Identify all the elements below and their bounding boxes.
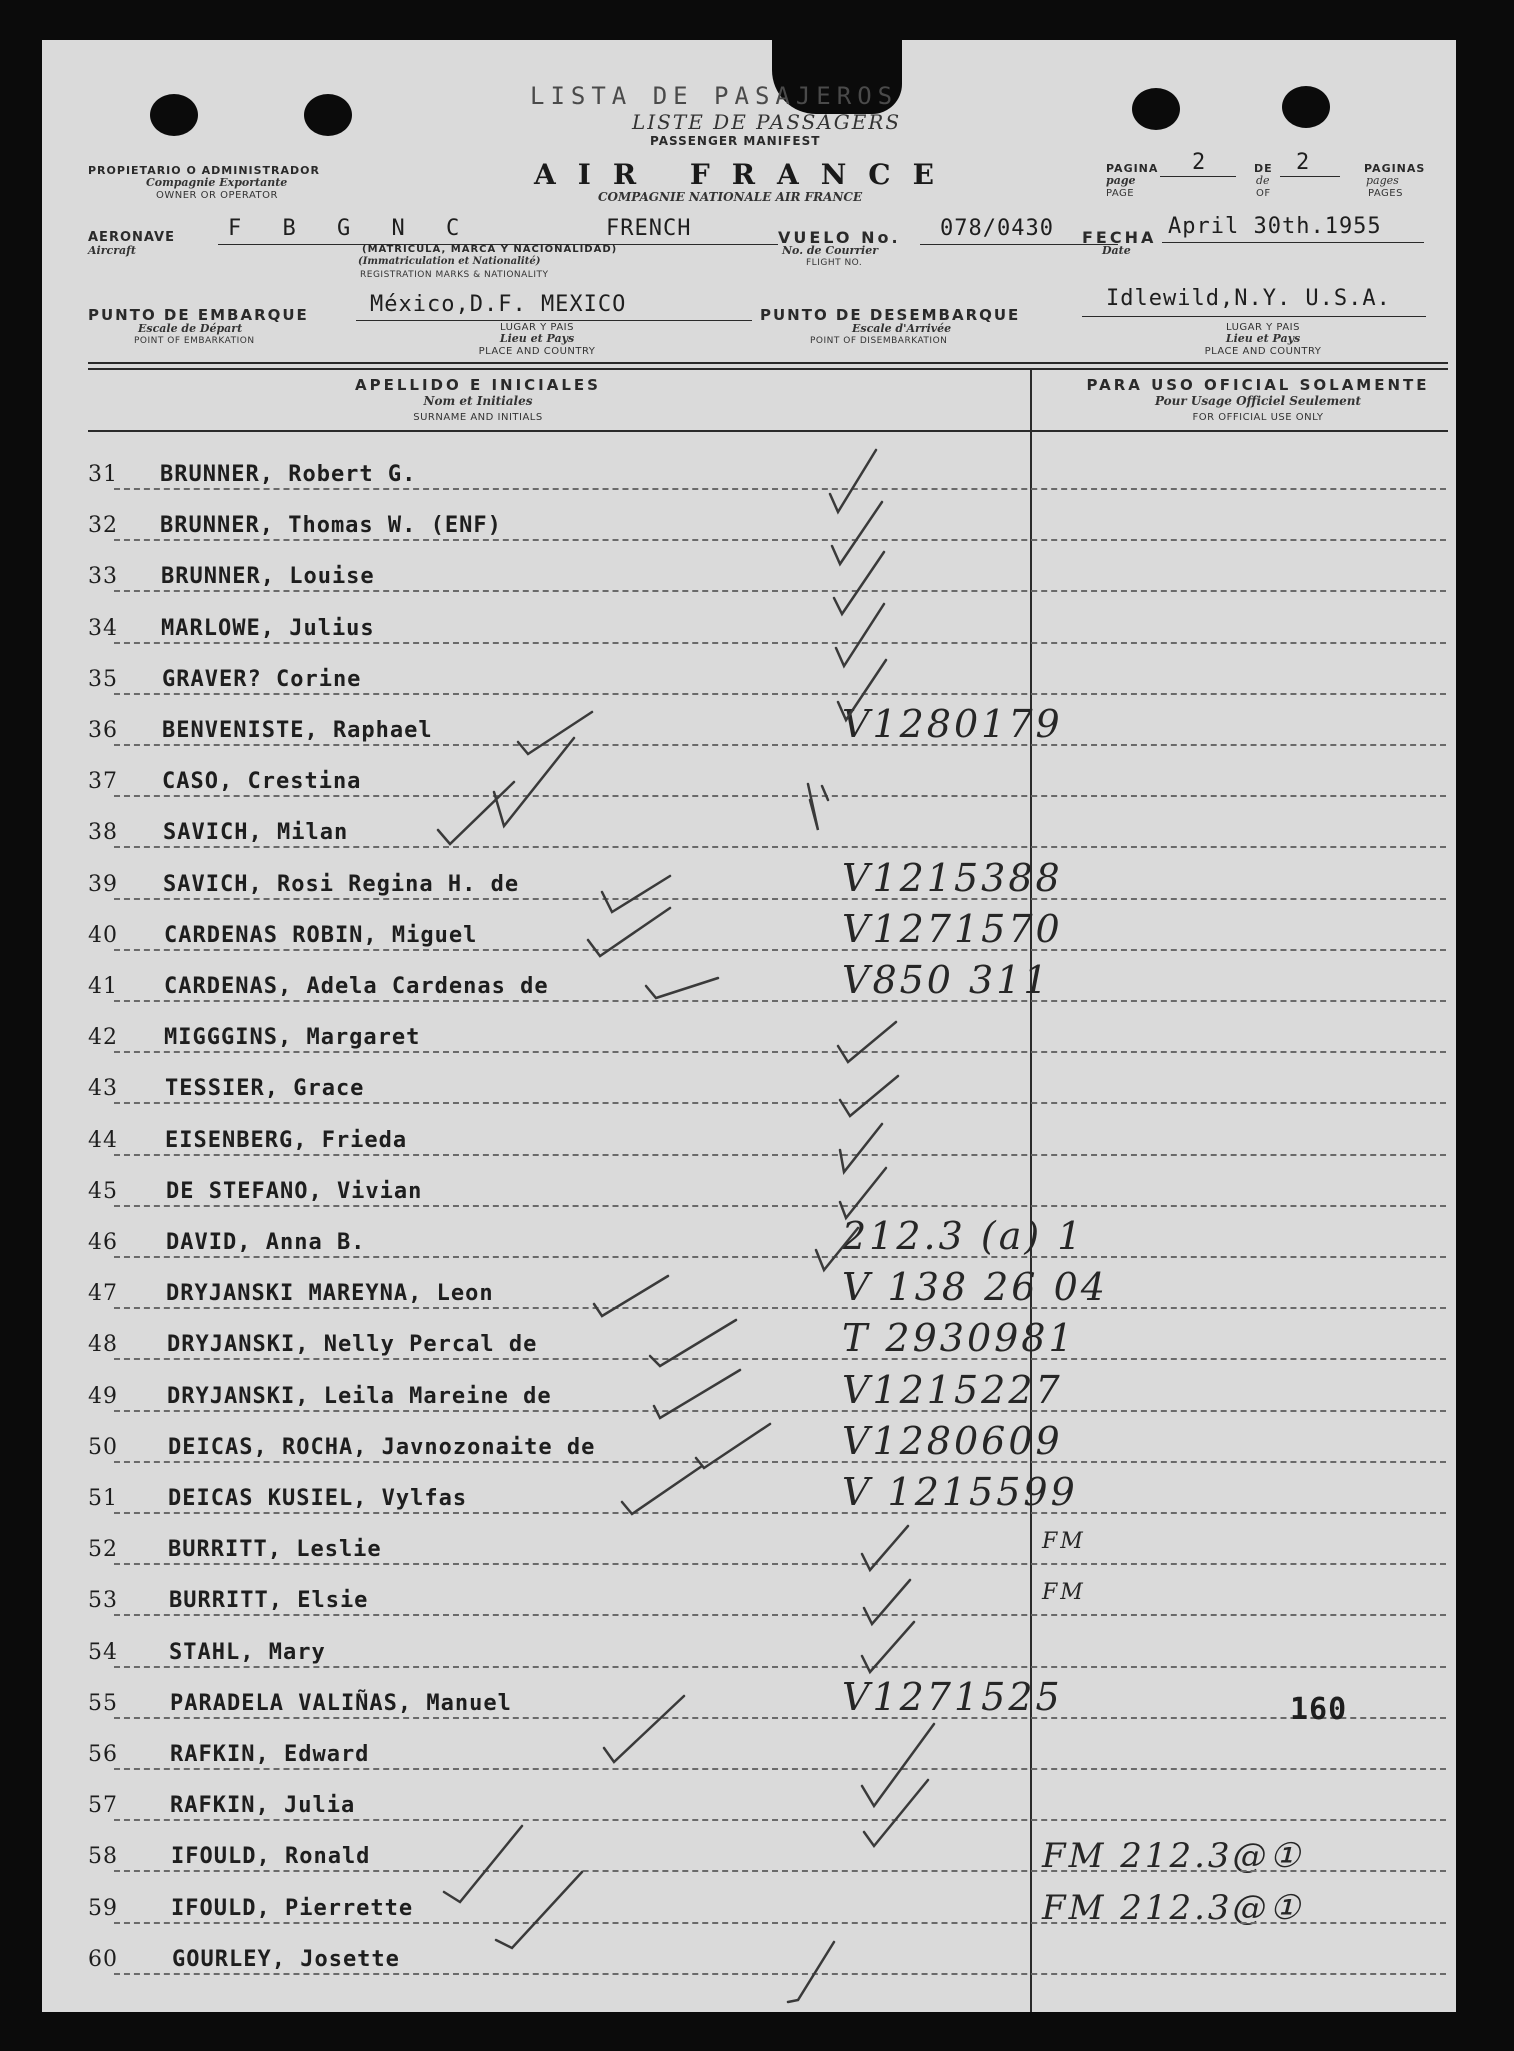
row-number: 32 (88, 513, 118, 538)
row-number: 51 (88, 1486, 118, 1511)
check-mark-icon (838, 1022, 896, 1062)
airline-subtitle: COMPAGNIE NATIONALE AIR FRANCE (598, 190, 863, 204)
disembark-place: Idlewild,N.Y. U.S.A. (1106, 286, 1391, 311)
passenger-name: SAVICH, Milan (163, 820, 349, 845)
passenger-name: STAHL, Mary (169, 1640, 326, 1665)
official-note: FM (1042, 1529, 1086, 1554)
official-note: FM (1042, 1580, 1086, 1605)
aircraft-registration: F B G N C (228, 216, 474, 241)
check-mark-icon (602, 876, 670, 912)
check-mark-icon (496, 1872, 582, 1948)
row-number: 54 (88, 1640, 118, 1665)
page-total: 2 (1296, 150, 1311, 175)
row-number: 45 (88, 1179, 118, 1204)
row-number: 50 (88, 1435, 118, 1460)
aircraft-label-es: AERONAVE (88, 230, 176, 245)
official-note: 212.3 (a) 1 (842, 1214, 1085, 1258)
official-note: V 138 26 04 (842, 1265, 1108, 1309)
passenger-name: GOURLEY, Josette (172, 1947, 400, 1972)
row-number: 46 (88, 1230, 118, 1255)
disembark-place-es: LUGAR Y PAIS (1226, 322, 1300, 333)
official-note: V1271570 (842, 907, 1063, 951)
owner-label-fr: Compagnie Exportante (146, 176, 288, 189)
pages-label-en: PAGES (1368, 188, 1403, 199)
page-label-fr: page (1106, 174, 1136, 187)
row-number: 31 (88, 462, 118, 487)
check-mark-icon (650, 1320, 736, 1366)
row-number: 35 (88, 667, 118, 692)
passenger-name: IFOULD, Ronald (171, 1844, 371, 1869)
passenger-name: BRUNNER, Louise (161, 564, 375, 589)
check-mark-icon (822, 786, 828, 800)
embark-place-es: LUGAR Y PAIS (500, 322, 574, 333)
column-name-en: SURNAME AND INITIALS (413, 412, 543, 423)
disembark-place-fr: Lieu et Pays (1225, 332, 1301, 345)
of-label-fr: de (1256, 174, 1270, 187)
check-mark-icon (840, 1076, 898, 1116)
passenger-name: DRYJANSKI, Nelly Percal de (167, 1332, 538, 1357)
passenger-name: RAFKIN, Edward (170, 1742, 370, 1767)
date-label-en: Date (1102, 244, 1131, 257)
row-number: 52 (88, 1537, 118, 1562)
row-number: 33 (88, 564, 118, 589)
date-label-es: FECHA (1082, 228, 1157, 247)
column-name-fr: Nom et Initiales (423, 394, 533, 408)
check-mark-icon (788, 1942, 834, 2002)
official-note: FM 212.3@① (1042, 1836, 1304, 1876)
row-number: 34 (88, 616, 118, 641)
passenger-name: GRAVER? Corine (162, 667, 362, 692)
passenger-name: CARDENAS ROBIN, Miguel (164, 923, 478, 948)
margin-number: 160 (1290, 1692, 1348, 1727)
check-mark-icon (604, 1696, 684, 1762)
passenger-name: DE STEFANO, Vivian (166, 1179, 423, 1204)
passenger-name: BENVENISTE, Raphael (162, 718, 433, 743)
passenger-name: PARADELA VALIÑAS, Manuel (170, 1691, 512, 1716)
column-official-en: FOR OFFICIAL USE ONLY (1192, 412, 1324, 423)
row-number: 60 (88, 1947, 118, 1972)
page-label-es: PAGINA (1106, 162, 1159, 175)
check-mark-icon (830, 450, 876, 512)
passenger-name: EISENBERG, Frieda (165, 1128, 408, 1153)
disembark-label-es: PUNTO DE DESEMBARQUE (760, 306, 1021, 324)
flight-label-es: VUELO No. (778, 228, 901, 247)
column-name-es: APELLIDO E INICIALES (355, 376, 601, 394)
row-number: 48 (88, 1332, 118, 1357)
check-mark-icon (864, 1580, 910, 1624)
embark-label-es: PUNTO DE EMBARQUE (88, 306, 309, 324)
page-label-en: PAGE (1106, 188, 1135, 199)
passenger-name: BURRITT, Leslie (168, 1537, 382, 1562)
row-number: 37 (88, 769, 118, 794)
aircraft-sub-es: (MATRICULA, MARCA Y NACIONALIDAD) (362, 244, 618, 255)
check-mark-icon (862, 1526, 908, 1570)
row-number: 58 (88, 1844, 118, 1869)
row-number: 49 (88, 1384, 118, 1409)
official-note: V 1215599 (842, 1470, 1078, 1514)
check-mark-icon (840, 1124, 882, 1172)
disembark-label-en: POINT OF DISEMBARKATION (810, 336, 948, 346)
row-number: 53 (88, 1588, 118, 1613)
check-mark-icon (622, 1466, 702, 1514)
row-number: 42 (88, 1025, 118, 1050)
check-mark-icon (646, 978, 718, 998)
embark-label-en: POINT OF EMBARKATION (134, 336, 255, 346)
row-number: 43 (88, 1076, 118, 1101)
title-en: PASSENGER MANIFEST (650, 134, 821, 148)
passenger-name: DEICAS, ROCHA, Javnozonaite de (168, 1435, 596, 1460)
aircraft-nationality: FRENCH (606, 216, 692, 241)
official-note: V1280609 (842, 1419, 1063, 1463)
row-number: 57 (88, 1793, 118, 1818)
check-mark-icon (594, 1276, 668, 1316)
official-note: V850 311 (842, 958, 1051, 1002)
owner-label-es: PROPIETARIO O ADMINISTRADOR (88, 164, 320, 177)
embark-place-fr: Lieu et Pays (499, 332, 575, 345)
embark-label-fr: Escale de Départ (138, 322, 243, 335)
aircraft-label-en: Aircraft (88, 244, 136, 257)
passenger-name: DRYJANSKI, Leila Mareine de (167, 1384, 552, 1409)
passenger-name: MARLOWE, Julius (161, 616, 375, 641)
passenger-name: SAVICH, Rosi Regina H. de (163, 872, 520, 897)
title-fr: LISTE DE PASSAGERS (632, 110, 902, 134)
row-number: 44 (88, 1128, 118, 1153)
row-number: 39 (88, 872, 118, 897)
disembark-label-fr: Escale d'Arrivée (852, 322, 952, 335)
row-number: 40 (88, 923, 118, 948)
passenger-name: RAFKIN, Julia (170, 1793, 356, 1818)
column-official-fr: Pour Usage Officiel Seulement (1154, 394, 1362, 408)
passenger-name: DEICAS KUSIEL, Vylfas (168, 1486, 468, 1511)
row-number: 47 (88, 1281, 118, 1306)
official-note: V1215227 (842, 1368, 1063, 1412)
check-mark-icon (808, 784, 818, 830)
check-mark-icon (816, 1228, 858, 1270)
row-number: 41 (88, 974, 118, 999)
row-number: 56 (88, 1742, 118, 1767)
pages-label-fr: pages (1366, 174, 1399, 187)
check-mark-icon (840, 1168, 886, 1218)
aircraft-sub-fr: (Immatriculation et Nationalité) (358, 256, 541, 267)
airline-name: AIR FRANCE (534, 158, 956, 191)
aircraft-sub-en: REGISTRATION MARKS & NATIONALITY (360, 270, 549, 280)
passenger-name: IFOULD, Pierrette (171, 1896, 414, 1921)
flight-number: 078/0430 (940, 216, 1054, 241)
official-note: V1280179 (842, 702, 1063, 746)
check-mark-icon (862, 1622, 914, 1672)
row-number: 55 (88, 1691, 118, 1716)
official-note: T 2930981 (842, 1316, 1076, 1360)
check-mark-icon (862, 1724, 934, 1806)
check-mark-icon (438, 782, 514, 844)
of-label-es: DE (1254, 162, 1273, 175)
manifest-sheet (42, 40, 1456, 2012)
check-mark-icon (696, 1424, 770, 1468)
passenger-name: DAVID, Anna B. (166, 1230, 366, 1255)
official-note: V1271525 (842, 1675, 1063, 1719)
page-number: 2 (1192, 150, 1207, 175)
passenger-name: BRUNNER, Thomas W. (ENF) (160, 513, 502, 538)
embark-place: México,D.F. MEXICO (370, 292, 627, 317)
row-number: 38 (88, 820, 118, 845)
official-note: FM 212.3@① (1042, 1888, 1304, 1928)
row-number: 36 (88, 718, 118, 743)
embark-place-en: PLACE AND COUNTRY (478, 346, 596, 357)
passenger-name: BRUNNER, Robert G. (160, 462, 417, 487)
check-mark-icon (864, 1780, 928, 1846)
of-label-en: OF (1256, 188, 1271, 199)
passenger-name: MIGGGINS, Margaret (164, 1025, 421, 1050)
check-mark-icon (518, 712, 592, 754)
disembark-place-en: PLACE AND COUNTRY (1204, 346, 1322, 357)
passenger-name: DRYJANSKI MAREYNA, Leon (166, 1281, 494, 1306)
passenger-name: CASO, Crestina (162, 769, 362, 794)
pages-label-es: PAGINAS (1364, 162, 1426, 175)
check-mark-icon (838, 660, 886, 720)
owner-label-en: OWNER OR OPERATOR (156, 190, 278, 201)
flight-label-en: FLIGHT NO. (806, 258, 863, 268)
check-mark-icon (654, 1370, 740, 1418)
passenger-name: TESSIER, Grace (165, 1076, 365, 1101)
column-official-es: PARA USO OFICIAL SOLAMENTE (1086, 376, 1430, 394)
passenger-name: CARDENAS, Adela Cardenas de (164, 974, 549, 999)
passenger-name: BURRITT, Elsie (169, 1588, 369, 1613)
row-number: 59 (88, 1896, 118, 1921)
flight-date: April 30th.1955 (1168, 214, 1382, 239)
flight-label-fr: No. de Courrier (782, 244, 879, 257)
check-marks (42, 40, 1456, 2012)
title-es: LISTA DE PASAJEROS (530, 82, 899, 110)
check-mark-icon (444, 1826, 522, 1902)
official-note: V1215388 (842, 856, 1063, 900)
check-mark-icon (588, 908, 670, 956)
